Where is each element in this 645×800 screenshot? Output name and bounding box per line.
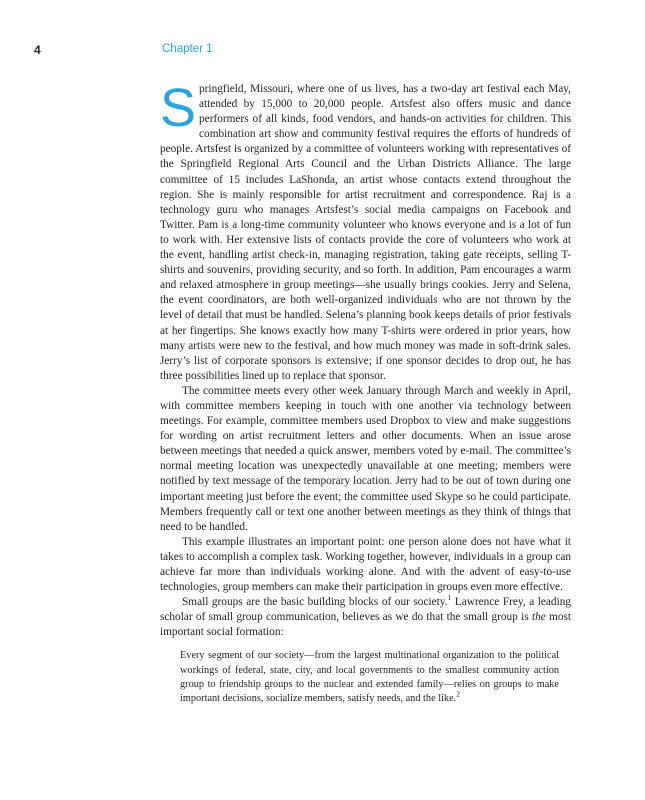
block-quote: [180, 649, 559, 706]
paragraph-1: [160, 78, 571, 384]
paragraph-3: This example illustrates an important point: one person alone does not have what it takes to accomplish a complex task. Working together, however, individuals in a group can achieve far more than individuals working alone. And with the advent of easy-to-use technologies, group members can make their participation in groups even more effective.: [160, 535, 571, 594]
block-quote-text: Every segment of our society—from the largest multinational organization to the political workings of federal, state, city, and local governments to the smallest community action group to friendship groups to the nuclear and extended family—relies on groups to make important decisions, socialize members, satisfy needs, and the like.: [180, 650, 559, 705]
paragraph-4-text-b: Lawrence Frey, a leading scholar of small group communication, believes as we do that the small group is: [160, 596, 572, 624]
chapter-running-head: Chapter 1: [162, 43, 213, 55]
body-text: [160, 78, 572, 706]
paragraph-2: The committee meets every other week January through March and weekly in April, with committee members keeping in touch with one another via technology between meetings. For example, committee members used Dropbox to view and make suggestions for wording on artist recruitment letters and other documents. When an issue arose between meetings that needed a quick answer, members voted by e-mail. The committee’s normal meeting location was unexpectedly unavailable at one meeting; members were notified by text message of the temporary location. Jerry had to be out of town during one important meeting just before the event; the committee used Skype so he could participate. Members frequently call or text one another between meetings as they think of things that need to be handled.: [160, 384, 571, 533]
page-number: 4: [34, 43, 41, 57]
paragraph-4-text-c: most important social formation:: [160, 611, 572, 639]
paragraph-4: [160, 595, 571, 640]
footnote-ref-2[interactable]: 2: [456, 689, 460, 699]
drop-cap: S: [160, 78, 197, 138]
paragraph-1-text: pringfield, Missouri, where one of us lives, has a two-day art festival each May, attended by 15,000 to 20,000 people. Artsfest also offers music and dance performers of all kinds, food vendors, and hands-on activities for children. This combination art show and community festival requires the efforts of hundreds of people. Artsfest is organized by a committee of volunteers working with representatives of the Springfield Regional Arts Council and the Urban Districts Alliance. The large committee of 15 includes LaShonda, an artist whose contacts extend throughout the region. She is mainly responsible for artist recruitment and correspondence. Raj is a technology guru who manages Artsfest’s social media campaigns on Facebook and Twitter. Pam is a long-time community volunteer who knows everyone and is a lot of fun to work with. Her extensive lists of contacts provide the core of volunteers who work at the event, handling artist check-in, managing registration, taking gate receipts, selling T-shirts and souvenirs, providing security, and so forth. In addition, Pam encourages a warm and relaxed atmosphere in group meetings—she usually brings cookies. Jerry and Selena, the event coordinators, are both well-organized individuals who are not thrown by the level of detail that must be handled. Selena’s planning book keeps details of prior festivals at her fingertips. She knows exactly how many T-shirts were ordered in prior years, how many artists were new to the festival, and how much money was made in soft-drink sales. Jerry’s list of corporate sponsors is extensive; if one sponsor decides to drop out, he has three possibilities lined up to replace that sponsor.: [160, 83, 571, 382]
footnote-ref-1[interactable]: 1: [447, 593, 452, 603]
paragraph-4-emphasis: the: [531, 611, 546, 624]
paragraph-4-text-a: Small groups are the basic building blocks of our society.: [182, 596, 448, 609]
